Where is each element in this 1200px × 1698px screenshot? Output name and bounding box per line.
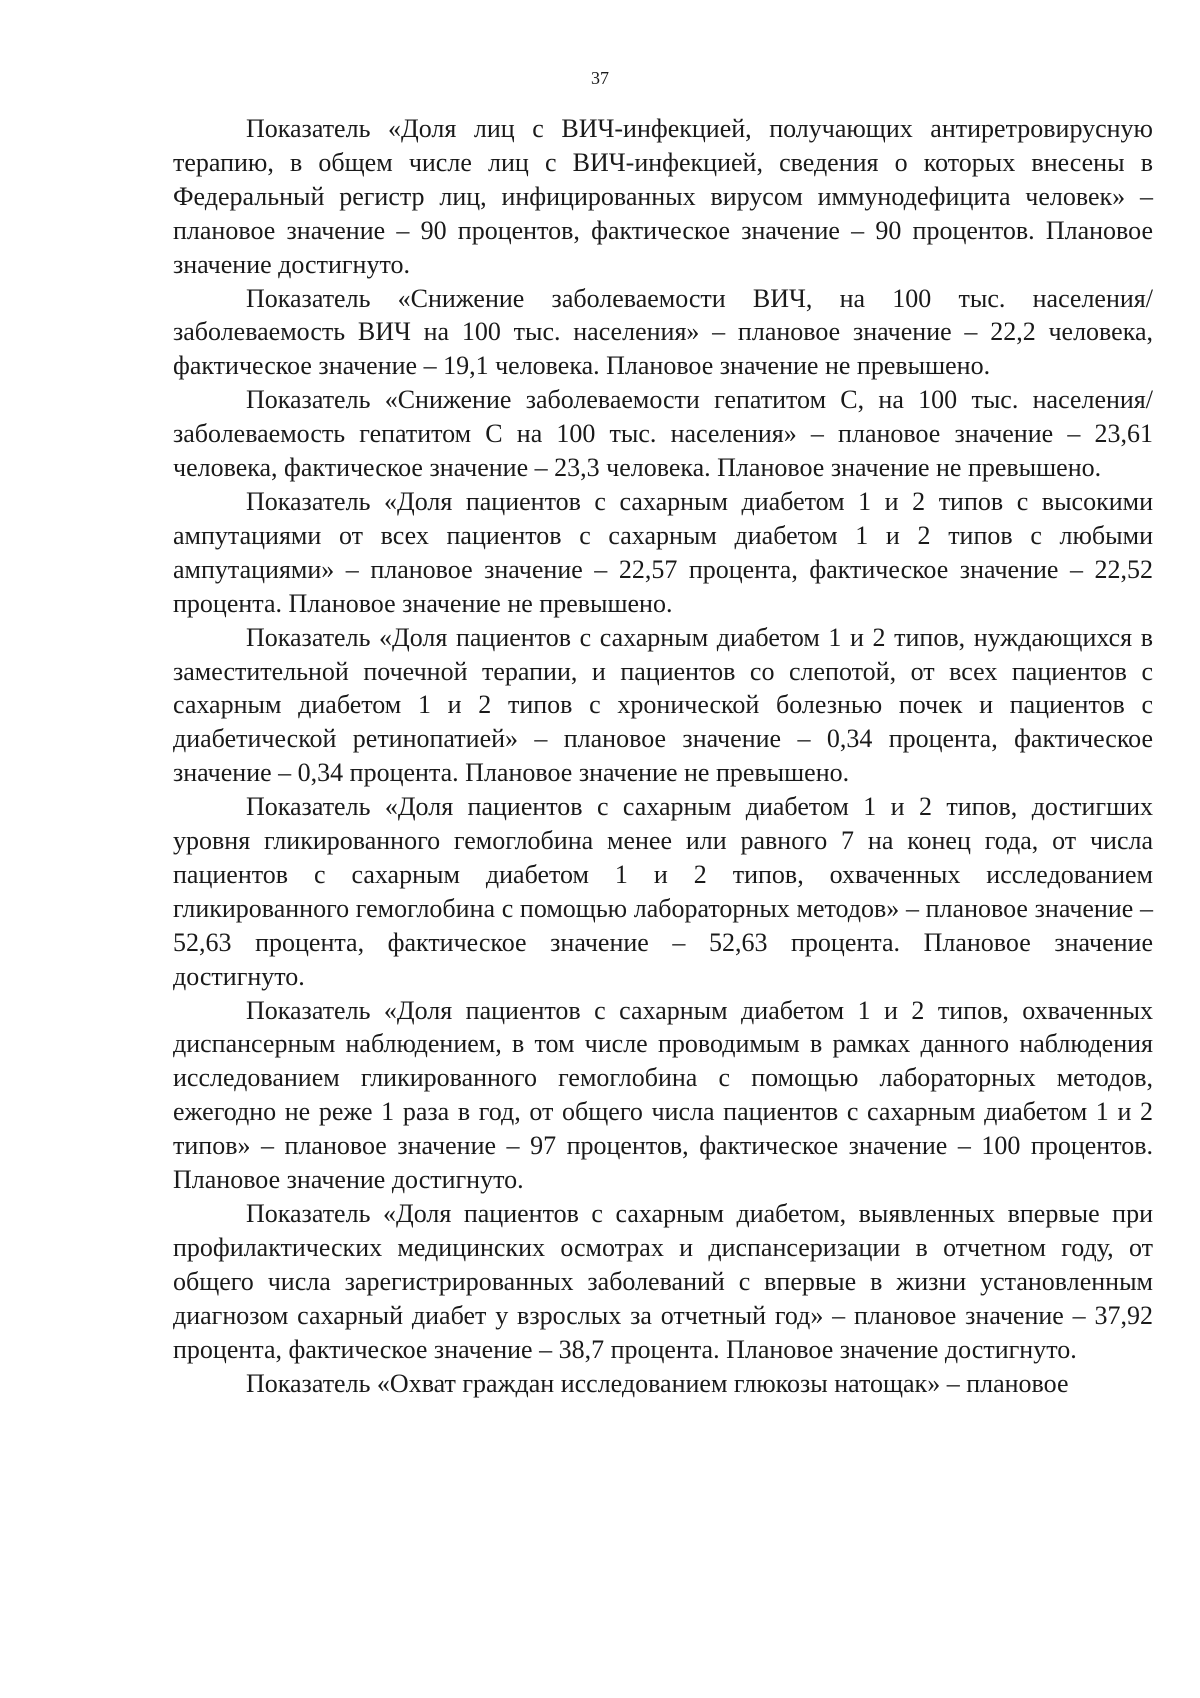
paragraph-diabetes-glycated-hemoglobin-level: Показатель «Доля пациентов с сахарным диабетом 1 и 2 типов, достигших уровня гликированного гемоглобина менее или равного 7 на конец года, от числа пациентов с сахарным диабетом 1 и 2 типов, охваченных исследованием гликированного гемоглобина с помощью лабораторных методов» – плановое значение – 52,63 процента, фактическое значение – 52,63 процента. Плановое значение достигнуто.	[173, 792, 1153, 991]
paragraph-hiv-incidence: Показатель «Снижение заболеваемости ВИЧ, на 100 тыс. населения/ заболеваемость ВИЧ на 100 тыс. населения» – плановое значение – 22,2 человека, фактическое значение – 19,1 человека. Плановое значение не превышено.	[173, 283, 1153, 381]
paragraph-diabetes-renal-therapy-blindness: Показатель «Доля пациентов с сахарным диабетом 1 и 2 типов, нуждающихся в заместительной почечной терапии, и пациентов со слепотой, от всех пациентов с сахарным диабетом 1 и 2 типов с хронической болезнью почек и пациентов с диабетической ретинопатией» – плановое значение – 0,34 процента, фактическое значение – 0,34 процента. Плановое значение не превышено.	[173, 622, 1153, 788]
paragraph-fasting-glucose-coverage: Показатель «Охват граждан исследованием глюкозы натощак» – плановое	[246, 1368, 1069, 1398]
page-number: 37	[591, 68, 609, 88]
paragraph-diabetes-first-detected: Показатель «Доля пациентов с сахарным диабетом, выявленных впервые при профилактических медицинских осмотрах и диспансеризации в отчетном году, от общего числа зарегистрированных заболеваний с впервые в жизни установленным диагнозом сахарный диабет у взрослых за отчетный год» – плановое значение – 37,92 процента, фактическое значение – 38,7 процента. Плановое значение достигнуто.	[173, 1199, 1153, 1364]
paragraph-diabetes-dispensary-observation: Показатель «Доля пациентов с сахарным диабетом 1 и 2 типов, охваченных диспансерным наблюдением, в том числе проводимым в рамках данного наблюдения исследованием гликированного гемоглобина с помощью лабораторных методов, ежегодно не реже 1 раза в год, от общего числа пациентов с сахарным диабетом 1 и 2 типов» – плановое значение – 97 процентов, фактическое значение – 100 процентов. Плановое значение достигнуто.	[173, 995, 1153, 1195]
paragraph-diabetes-amputations: Показатель «Доля пациентов с сахарным диабетом 1 и 2 типов с высокими ампутациями от всех пациентов с сахарным диабетом 1 и 2 типов с любыми ампутациями» – плановое значение – 22,57 процента, фактическое значение – 22,52 процента. Плановое значение не превышено.	[173, 486, 1153, 618]
paragraph-hepatitis-c-incidence: Показатель «Снижение заболеваемости гепатитом С, на 100 тыс. населения/заболеваемость гепатитом С на 100 тыс. населения» – плановое значение – 23,61 человека, фактическое значение – 23,3 человека. Плановое значение не превышено.	[173, 385, 1153, 483]
paragraph-hiv-therapy-share: Показатель «Доля лиц с ВИЧ-инфекцией, получающих антиретровирусную терапию, в общем числе лиц с ВИЧ-инфекцией, сведения о которых внесены в Федеральный регистр лиц, инфицированных вирусом иммунодефицита человек» – плановое значение – 90 процентов, фактическое значение – 90 процентов. Плановое значение достигнуто.	[173, 114, 1153, 279]
document-body	[173, 112, 1153, 1400]
